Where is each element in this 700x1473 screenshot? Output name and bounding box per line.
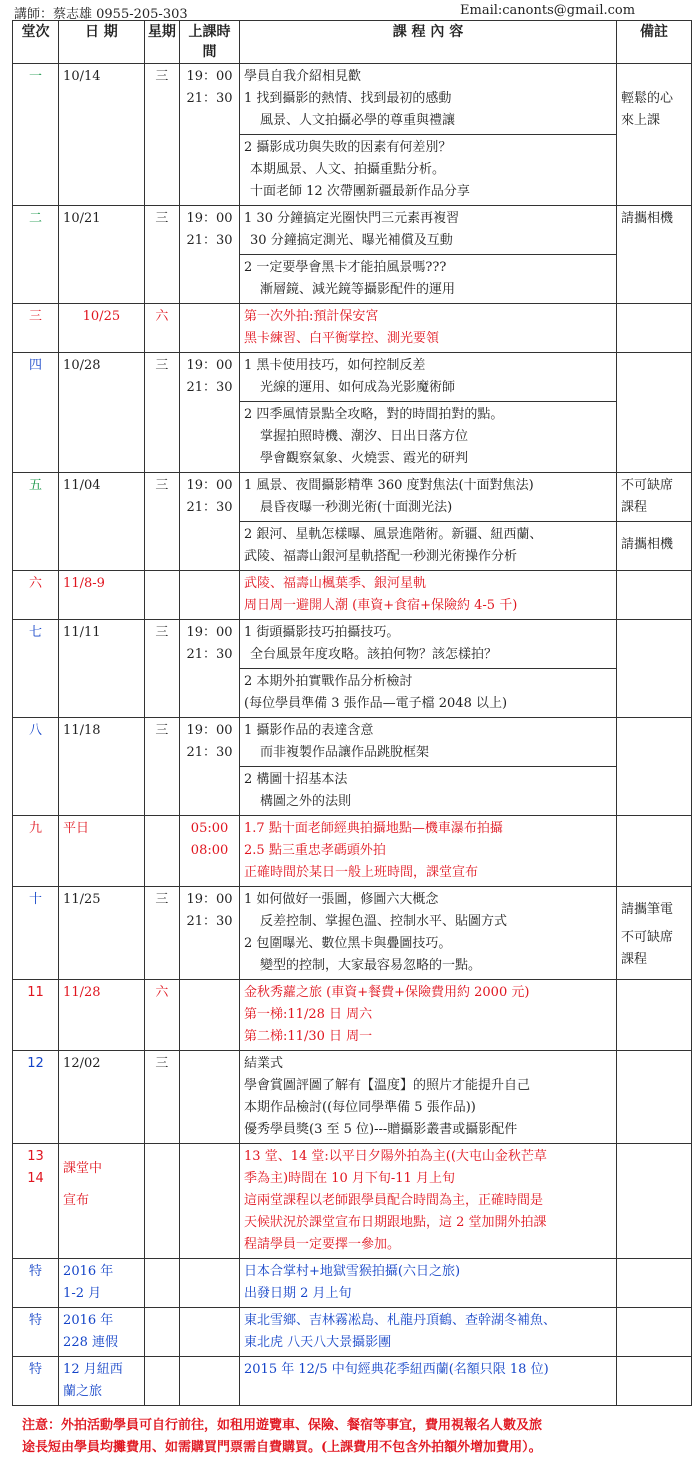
- session-content: 13 堂、14 堂:以平日夕陽外拍為主((大屯山金秋芒草 季為主)時間在 10 月下旬-11 月上旬 這兩堂課程以老師跟學員配合時間為主，正確時間是 天候狀況於課堂宣布日期跟地點，這 2 堂加開外拍課 程請學員一定要擇一參加。: [240, 1144, 617, 1259]
- session-weekday: 三: [144, 887, 179, 980]
- session-number: 一: [13, 64, 59, 206]
- session-number: 12: [13, 1051, 59, 1144]
- footer-notice: [22, 1415, 682, 1459]
- session-weekday: 三: [144, 718, 179, 816]
- col-header-weekday: 星期: [144, 21, 179, 64]
- session-time: 05:00 08:00: [180, 816, 240, 887]
- session-weekday: [144, 1144, 179, 1259]
- session-date: 12 月紐西 蘭之旅: [59, 1357, 145, 1406]
- session-date: 11/28: [59, 980, 145, 1051]
- session-content: 金秋秀蘿之旅 (車資+餐費+保險費用約 2000 元) 第一梯:11/28 日 周六 第二梯:11/30 日 周一: [240, 980, 617, 1051]
- session-number: 七: [13, 620, 59, 718]
- session-date: 11/04: [59, 473, 145, 571]
- session-weekday: 三: [144, 473, 179, 571]
- session-date: 11/8-9: [59, 571, 145, 620]
- header: [0, 0, 700, 20]
- session-date: 10/25: [59, 304, 145, 353]
- session-content: 武陵、福壽山楓葉季、銀河星軌 周日周一避開人潮 (車資+食宿+保險約 4-5 千): [240, 571, 617, 620]
- session-weekday: 六: [144, 980, 179, 1051]
- session-note: 請攜筆電 不可缺席 課程: [616, 887, 691, 980]
- session-date: 10/28: [59, 353, 145, 473]
- session-note: [616, 1259, 691, 1308]
- col-header-date: 日 期: [59, 21, 145, 64]
- table-row: [13, 64, 692, 135]
- table-row: [13, 980, 692, 1051]
- session-time: 19：00 21：30: [180, 887, 240, 980]
- session-date: 11/25: [59, 887, 145, 980]
- session-date: 課堂中 宣布: [59, 1144, 145, 1259]
- session-number: 11: [13, 980, 59, 1051]
- session-date: 2016 年 228 連假: [59, 1308, 145, 1357]
- session-weekday: [144, 1357, 179, 1406]
- table-row: [13, 1051, 692, 1144]
- session-weekday: [144, 1259, 179, 1308]
- session-date: 10/14: [59, 64, 145, 206]
- table-row: [13, 571, 692, 620]
- session-time: [180, 980, 240, 1051]
- session-time: [180, 1308, 240, 1357]
- session-weekday: [144, 816, 179, 887]
- session-number: 五: [13, 473, 59, 571]
- session-time: [180, 1051, 240, 1144]
- session-content: 2 本期外拍實戰作品分析檢討 (每位學員準備 3 張作品—電子檔 2048 以上): [240, 669, 617, 718]
- col-header-time: 上課時間: [180, 21, 240, 64]
- session-number: 九: [13, 816, 59, 887]
- session-weekday: 三: [144, 353, 179, 473]
- session-content: 結業式 學會賞圖評圖了解有【溫度】的照片才能提升自己 本期作品檢討((每位同學準備 5 張作品)) 優秀學員獎(3 至 5 位)---贈攝影叢書或攝影配件: [240, 1051, 617, 1144]
- session-note: [616, 816, 691, 887]
- session-time: [180, 304, 240, 353]
- session-note: [616, 304, 691, 353]
- table-row: [13, 206, 692, 255]
- session-weekday: 三: [144, 206, 179, 304]
- session-note: 輕鬆的心 來上課: [616, 64, 691, 206]
- table-header-row: [13, 21, 692, 64]
- session-time: 19：00 21：30: [180, 206, 240, 304]
- session-number: 十: [13, 887, 59, 980]
- session-time: 19：00 21：30: [180, 473, 240, 571]
- session-number: 13 14: [13, 1144, 59, 1259]
- session-weekday: 三: [144, 64, 179, 206]
- session-content: 2 攝影成功與失敗的因素有何差別？ 本期風景、人文、拍攝重點分析。 十面老師 12 次帶團新疆最新作品分享: [240, 135, 617, 206]
- footer-line: 注意：外拍活動學員可自行前往，如租用遊覽車、保險、餐宿等事宜，費用視報名人數及旅: [22, 1418, 543, 1433]
- session-content: 2 銀河、星軌怎樣曝、風景進階術。新疆、紐西蘭、 武陵、福壽山銀河星軌搭配一秒測光術操作分析: [240, 522, 617, 571]
- table-row: [13, 353, 692, 402]
- session-note: [616, 1308, 691, 1357]
- session-number: 三: [13, 304, 59, 353]
- session-content: 1 如何做好一張圖，修圖六大概念 反差控制、掌握色溫、控制水平、貼圖方式 2 包圍曝光、數位黑卡與疊圖技巧。 變型的控制，大家最容易忽略的一點。: [240, 887, 617, 980]
- session-note: [616, 571, 691, 620]
- session-content: 2 四季風情景點全攻略，對的時間拍對的點。 掌握拍照時機、潮汐、日出日落方位 學會觀察氣象、火燒雲、霞光的研判: [240, 402, 617, 473]
- session-date: 平日: [59, 816, 145, 887]
- session-content: 2015 年 12/5 中旬經典花季紐西蘭(名額只限 18 位): [240, 1357, 617, 1406]
- session-number: 特: [13, 1259, 59, 1308]
- session-number: 特: [13, 1357, 59, 1406]
- session-date: 12/02: [59, 1051, 145, 1144]
- session-content: 第一次外拍:預計保安宮 黑卡練習、白平衡掌控、測光要領: [240, 304, 617, 353]
- session-content: 1 攝影作品的表達含意 而非複製作品讓作品跳脫框架: [240, 718, 617, 767]
- col-header-note: 備註: [616, 21, 691, 64]
- session-note: [616, 620, 691, 718]
- session-weekday: 六: [144, 304, 179, 353]
- table-row: [13, 1259, 692, 1308]
- footer-line: 途長短由學員均攤費用、如需購買門票需自費購買。(上課費用不包含外拍額外增加費用）。: [22, 1440, 542, 1455]
- session-note: [616, 1144, 691, 1259]
- session-number: 八: [13, 718, 59, 816]
- session-date: 11/11: [59, 620, 145, 718]
- session-content: 東北雪鄉、吉林霧凇島、札龍丹頂鶴、查幹湖冬補魚、 東北虎 八天八大景攝影團: [240, 1308, 617, 1357]
- session-note: 不可缺席 課程: [616, 473, 691, 522]
- session-content: 1 30 分鐘搞定光圈快門三元素再複習 30 分鐘搞定測光、曝光補償及互動: [240, 206, 617, 255]
- session-content: 學員自我介紹相見歡 1 找到攝影的熱情、找到最初的感動 風景、人文拍攝必學的尊重與禮讓: [240, 64, 617, 135]
- table-row: [13, 620, 692, 669]
- session-time: [180, 1144, 240, 1259]
- session-note: [616, 980, 691, 1051]
- course-schedule-table: [12, 20, 692, 1406]
- session-time: 19：00 21：30: [180, 353, 240, 473]
- session-content: 1 風景、夜間攝影精準 360 度對焦法(十面對焦法) 晨昏夜曝一秒測光術(十面測光法): [240, 473, 617, 522]
- col-header-content: 課 程 內 容: [240, 21, 617, 64]
- col-header-session: 堂次: [13, 21, 59, 64]
- session-date: 2016 年 1-2 月: [59, 1259, 145, 1308]
- table-row: [13, 304, 692, 353]
- session-note: 請攜相機: [616, 206, 691, 304]
- teacher-info: 講師：蔡志雄 0955-205-303: [14, 7, 188, 22]
- session-number: 六: [13, 571, 59, 620]
- session-note: [616, 1051, 691, 1144]
- session-time: 19：00 21：30: [180, 620, 240, 718]
- table-row: [13, 718, 692, 767]
- table-row: [13, 473, 692, 522]
- session-content: 2 一定要學會黑卡才能拍風景嗎??? 漸層鏡、減光鏡等攝影配件的運用: [240, 255, 617, 304]
- session-note: [616, 718, 691, 816]
- table-row: [13, 887, 692, 980]
- session-weekday: [144, 571, 179, 620]
- session-content: 日本合掌村+地獄雪猴拍攝(六日之旅) 出發日期 2 月上旬: [240, 1259, 617, 1308]
- session-note: [616, 1357, 691, 1406]
- session-weekday: 三: [144, 1051, 179, 1144]
- session-number: 二: [13, 206, 59, 304]
- session-note: [616, 353, 691, 473]
- session-note: 請攜相機: [616, 522, 691, 571]
- email-info: Email:canonts@gmail.com: [460, 3, 636, 18]
- session-date: 11/18: [59, 718, 145, 816]
- session-time: [180, 1357, 240, 1406]
- table-row: [13, 1308, 692, 1357]
- session-time: [180, 1259, 240, 1308]
- session-number: 特: [13, 1308, 59, 1357]
- session-content: 1 街頭攝影技巧拍攝技巧。 全台風景年度攻略。該拍何物？該怎樣拍？: [240, 620, 617, 669]
- session-content: 1.7 點十面老師經典拍攝地點—機車瀑布拍攝 2.5 點三重忠孝碼頭外拍 正確時間於某日一般上班時間，課堂宣布: [240, 816, 617, 887]
- session-content: 1 黑卡使用技巧，如何控制反差 光線的運用、如何成為光影魔術師: [240, 353, 617, 402]
- session-time: 19：00 21：30: [180, 64, 240, 206]
- session-time: [180, 571, 240, 620]
- session-weekday: 三: [144, 620, 179, 718]
- session-time: 19：00 21：30: [180, 718, 240, 816]
- session-weekday: [144, 1308, 179, 1357]
- session-number: 四: [13, 353, 59, 473]
- session-content: 2 構圖十招基本法 構圖之外的法則: [240, 767, 617, 816]
- table-row: [13, 1357, 692, 1406]
- table-row: [13, 816, 692, 887]
- table-row: [13, 1144, 692, 1259]
- session-date: 10/21: [59, 206, 145, 304]
